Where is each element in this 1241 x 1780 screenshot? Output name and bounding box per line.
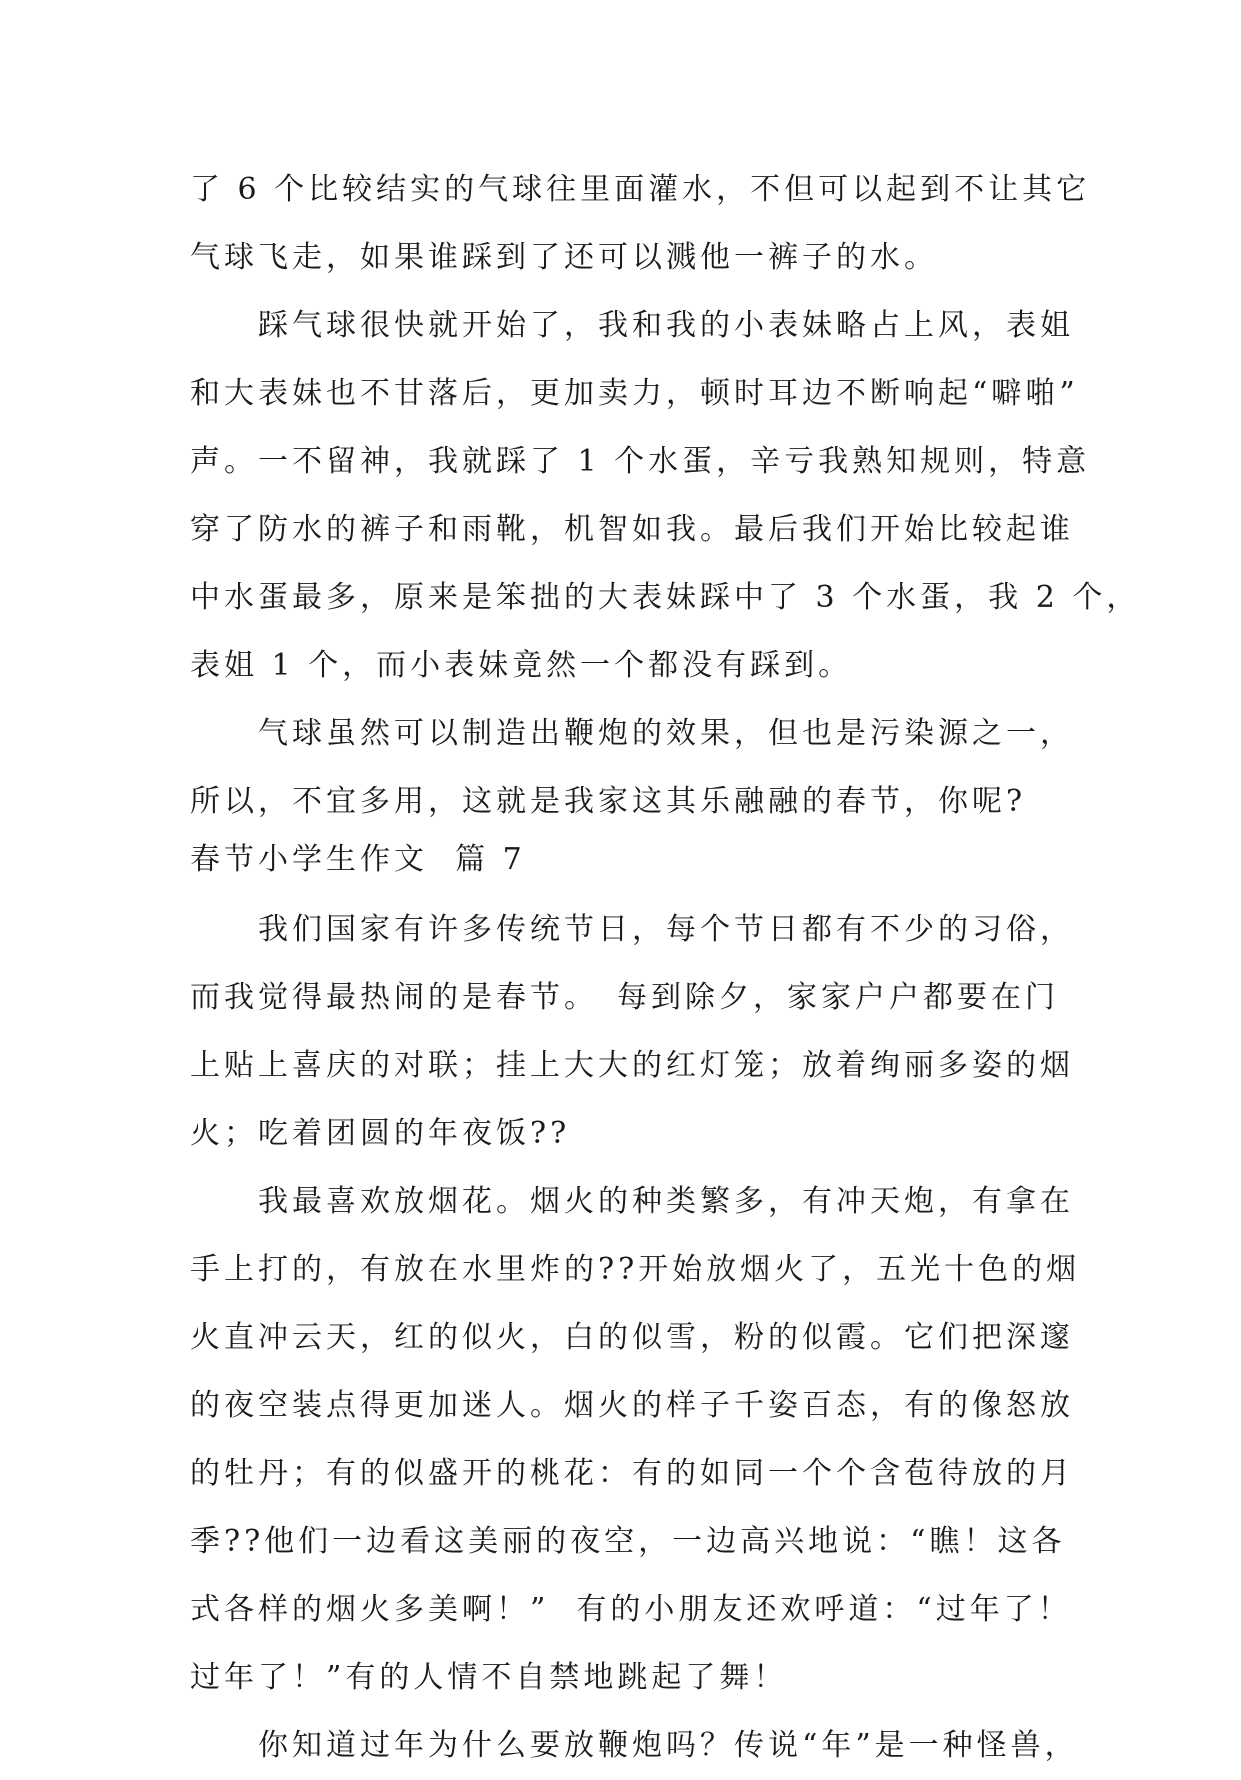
text-line: 踩气球很快就开始了，我和我的小表妹略占上风，表姐 xyxy=(190,308,1074,343)
text-line: 了 6 个比较结实的气球往里面灌水，不但可以起到不让其它 xyxy=(190,172,1091,207)
text-line: 气球飞走，如果谁踩到了还可以溅他一裤子的水。 xyxy=(190,240,938,275)
text-line: 而我觉得最热闹的是春节。 每到除夕，家家户户都要在门 xyxy=(190,980,1059,1015)
text-line: 火直冲云天，红的似火，白的似雪，粉的似霞。它们把深邃 xyxy=(190,1320,1074,1355)
text-line: 火；吃着团圆的年夜饭?? xyxy=(190,1116,571,1151)
section-heading: 春节小学生作文 篇 7 xyxy=(190,842,526,877)
text-line: 中水蛋最多，原来是笨拙的大表妹踩中了 3 个水蛋，我 2 个， xyxy=(190,580,1141,615)
text-line: 我们国家有许多传统节日，每个节日都有不少的习俗， xyxy=(190,912,1074,947)
text-line: 手上打的，有放在水里炸的??开始放烟火了，五光十色的烟 xyxy=(190,1252,1081,1287)
text-line: 式各样的烟火多美啊！” 有的小朋友还欢呼道：“过年了！ xyxy=(190,1592,1072,1627)
text-line: 声。一不留神，我就踩了 1 个水蛋，辛亏我熟知规则，特意 xyxy=(190,444,1091,479)
text-line: 穿了防水的裤子和雨靴，机智如我。最后我们开始比较起谁 xyxy=(190,512,1074,547)
text-line: 表姐 1 个，而小表妹竟然一个都没有踩到。 xyxy=(190,648,853,683)
text-line: 上贴上喜庆的对联；挂上大大的红灯笼；放着绚丽多姿的烟 xyxy=(190,1048,1074,1083)
document-body xyxy=(190,156,1141,1780)
text-line: 我最喜欢放烟花。烟火的种类繁多，有冲天炮，有拿在 xyxy=(190,1184,1074,1219)
text-line: 的牡丹；有的似盛开的桃花：有的如同一个个含苞待放的月 xyxy=(190,1456,1074,1491)
text-line: 过年了！”有的人情不自禁地跳起了舞！ xyxy=(190,1660,788,1695)
text-line: 所以，不宜多用，这就是我家这其乐融融的春节，你呢? xyxy=(190,784,1027,819)
text-line: 你知道过年为什么要放鞭炮吗？传说“年”是一种怪兽， xyxy=(190,1728,1079,1763)
text-line: 气球虽然可以制造出鞭炮的效果，但也是污染源之一， xyxy=(190,716,1074,751)
text-line: 季??他们一边看这美丽的夜空，一边高兴地说：“瞧！这各 xyxy=(190,1524,1066,1559)
text-line: 和大表妹也不甘落后，更加卖力，顿时耳边不断响起“噼啪” xyxy=(190,376,1079,411)
text-line: 的夜空装点得更加迷人。烟火的样子千姿百态，有的像怒放 xyxy=(190,1388,1074,1423)
